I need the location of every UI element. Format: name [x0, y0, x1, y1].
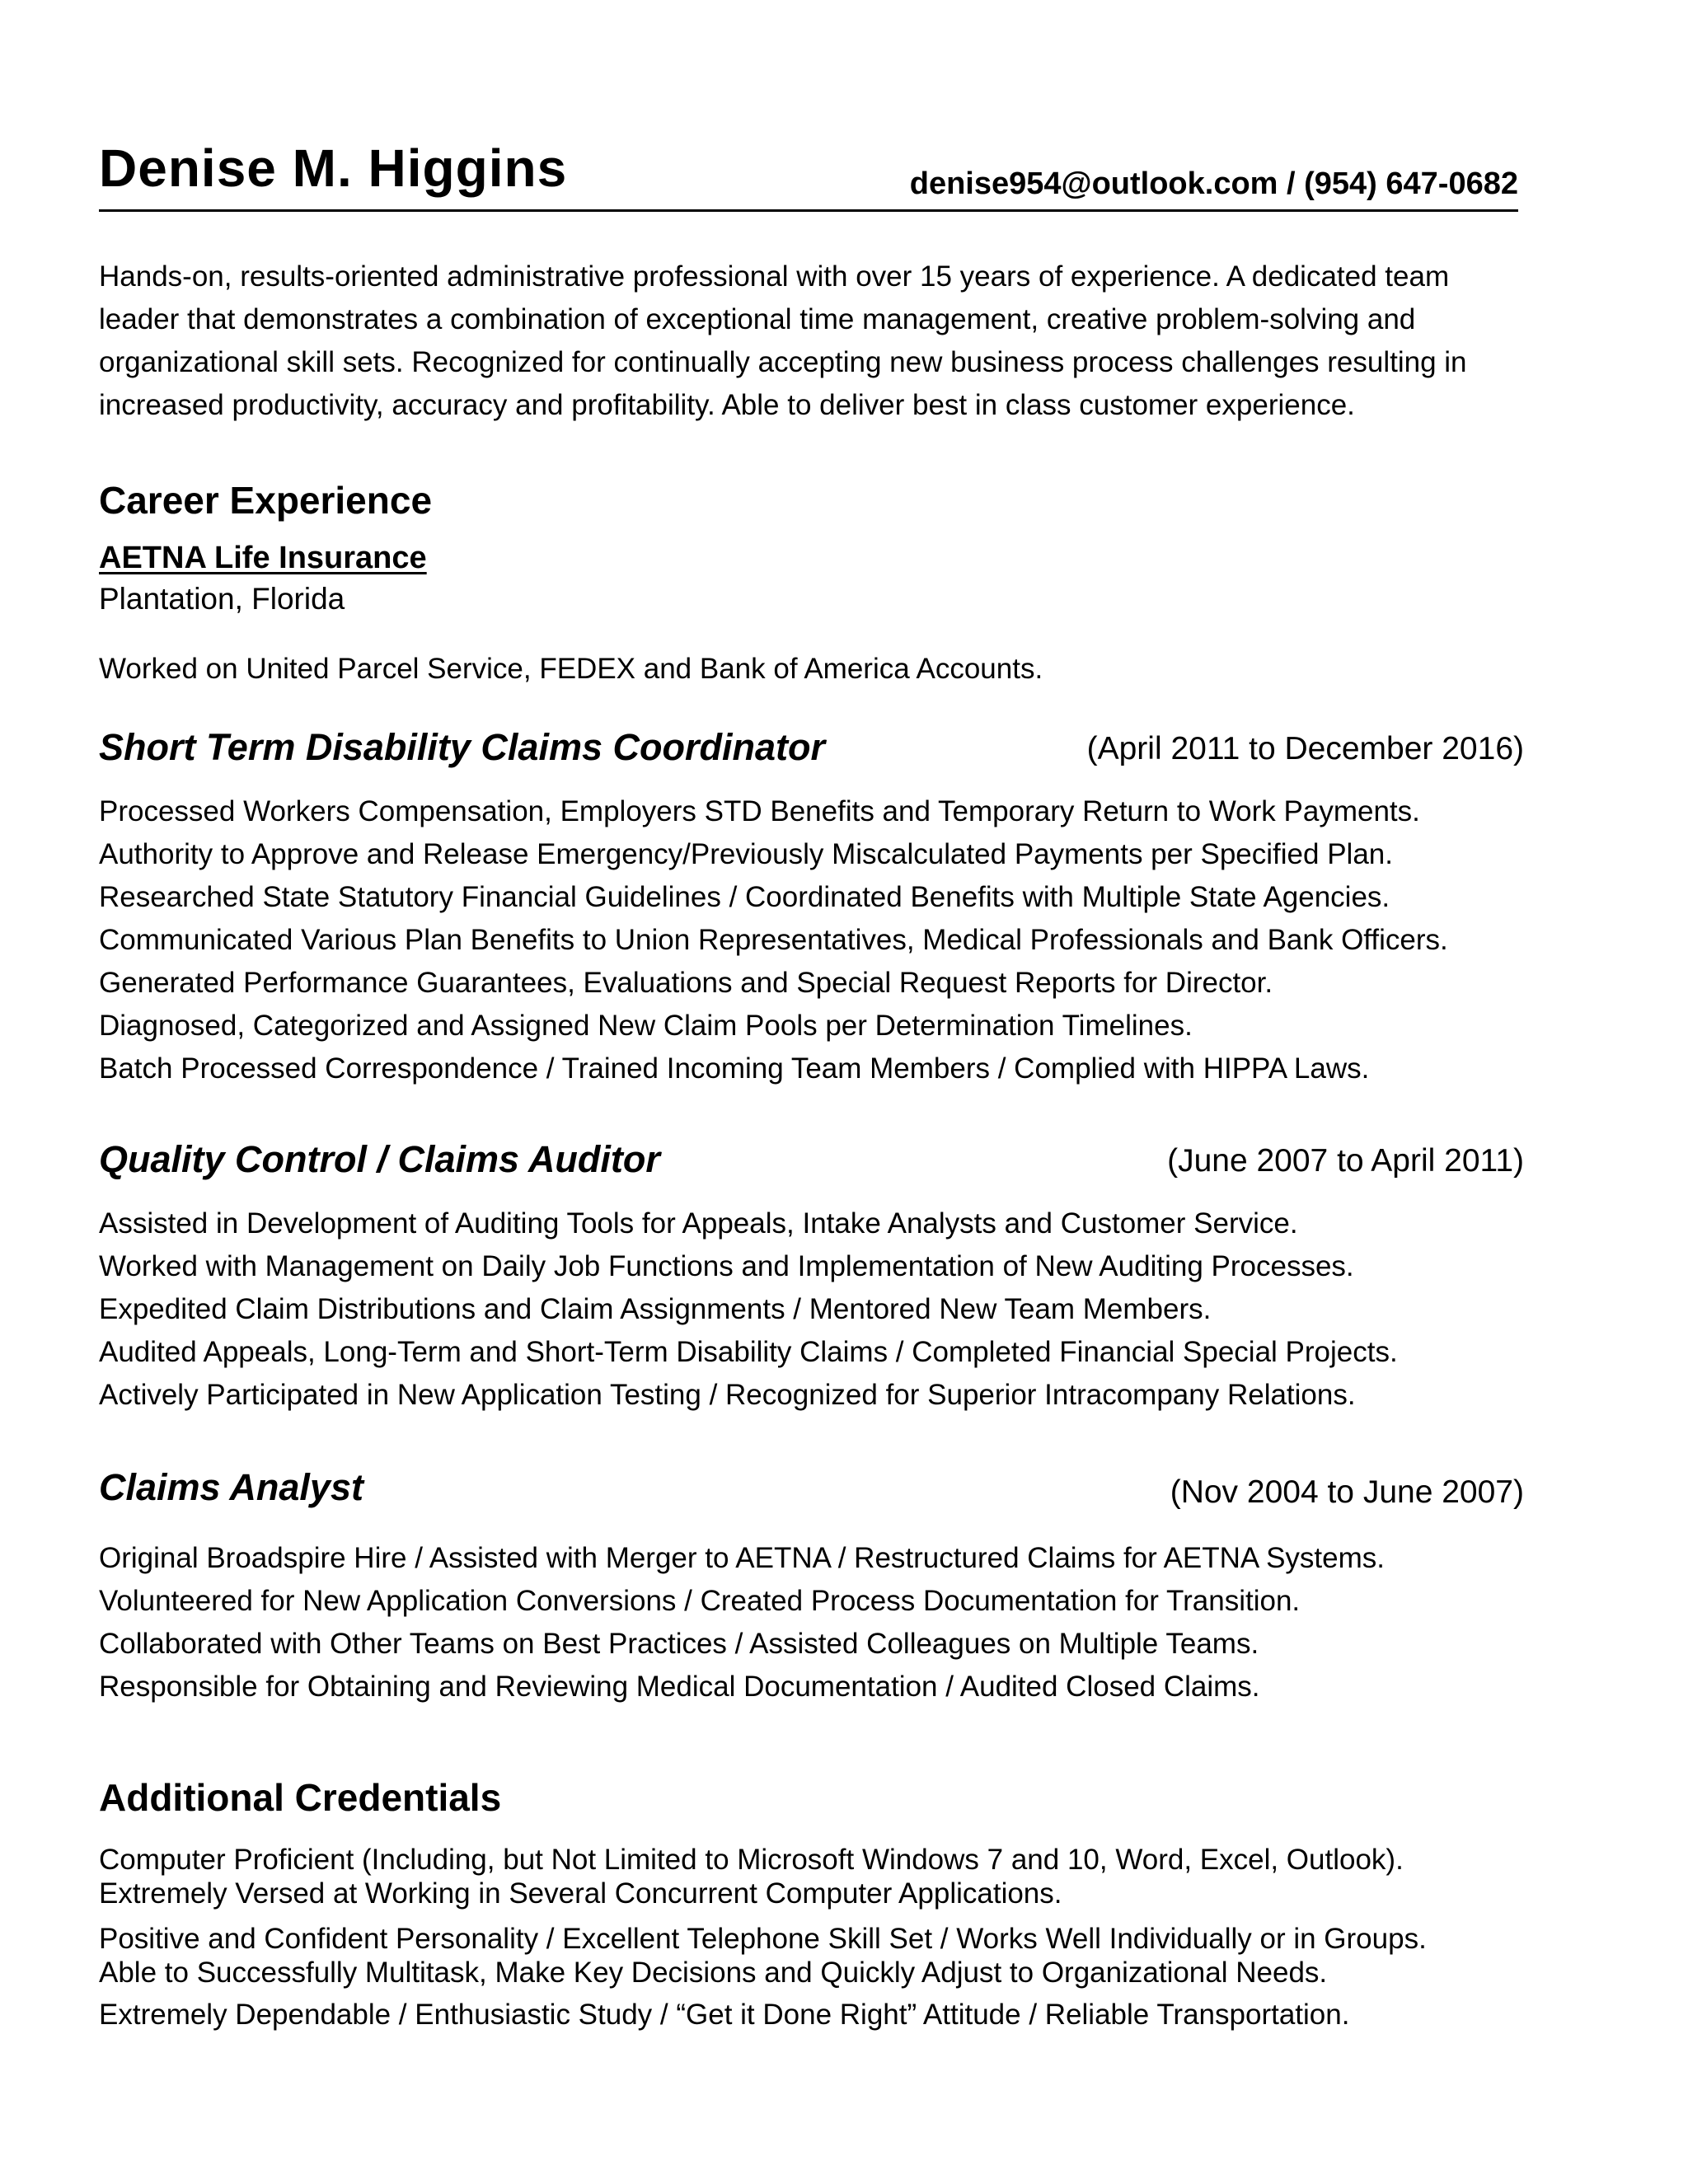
duty-item: Researched State Statutory Financial Guidelines / Coordinated Benefits with Multiple State Agencies. — [99, 881, 1390, 913]
duty-item: Actively Participated in New Application Testing / Recognized for Superior Intracompany Relations. — [99, 1379, 1356, 1411]
duty-item: Processed Workers Compensation, Employers STD Benefits and Temporary Return to Work Payments. — [99, 795, 1420, 827]
company-name: AETNA Life Insurance — [99, 541, 427, 575]
credential-line: Computer Proficient (Including, but Not Limited to Microsoft Windows 7 and 10, Word, Excel, Outlook). — [99, 1844, 1404, 1876]
duty-item: Communicated Various Plan Benefits to Union Representatives, Medical Professionals and Bank Officers. — [99, 924, 1448, 956]
duty-item: Assisted in Development of Auditing Tools for Appeals, Intake Analysts and Customer Service. — [99, 1207, 1298, 1240]
duty-item: Batch Processed Correspondence / Trained Incoming Team Members / Complied with HIPPA Laws. — [99, 1052, 1370, 1085]
company-location: Plantation, Florida — [99, 582, 345, 616]
duty-item: Audited Appeals, Long-Term and Short-Term Disability Claims / Completed Financial Special Projects. — [99, 1336, 1398, 1368]
accounts-note: Worked on United Parcel Service, FEDEX and Bank of America Accounts. — [99, 653, 1043, 685]
credential-line: Extremely Versed at Working in Several Concurrent Computer Applications. — [99, 1877, 1062, 1910]
job-title: Claims Analyst — [99, 1466, 363, 1508]
duty-item: Responsible for Obtaining and Reviewing Medical Documentation / Audited Closed Claims. — [99, 1671, 1260, 1703]
credential-line: Able to Successfully Multitask, Make Key Decisions and Quickly Adjust to Organizational Needs. — [99, 1957, 1328, 1989]
job-title: Short Term Disability Claims Coordinator — [99, 726, 825, 768]
duty-item: Generated Performance Guarantees, Evaluations and Special Request Reports for Director. — [99, 967, 1273, 999]
candidate-name: Denise M. Higgins — [99, 138, 568, 198]
duty-item: Worked with Management on Daily Job Functions and Implementation of New Auditing Processes. — [99, 1250, 1354, 1282]
job-dates: (Nov 2004 to June 2007) — [1170, 1474, 1524, 1510]
duty-item: Volunteered for New Application Conversions / Created Process Documentation for Transition. — [99, 1585, 1301, 1617]
job-duties-list — [99, 1202, 1398, 1417]
duty-item: Collaborated with Other Teams on Best Practices / Assisted Colleagues on Multiple Teams. — [99, 1628, 1259, 1660]
duty-item: Expedited Claim Distributions and Claim Assignments / Mentored New Team Members. — [99, 1293, 1212, 1325]
duty-item: Original Broadspire Hire / Assisted with Merger to AETNA / Restructured Claims for AETNA Systems. — [99, 1542, 1385, 1574]
job-title: Quality Control / Claims Auditor — [99, 1138, 660, 1180]
credential-group — [99, 1843, 1404, 1910]
section-heading-credentials: Additional Credentials — [99, 1776, 502, 1819]
credential-line: Positive and Confident Personality / Excellent Telephone Skill Set / Works Well Individually or in Groups. — [99, 1923, 1427, 1955]
job-duties-list — [99, 790, 1448, 1090]
job-dates: (June 2007 to April 2011) — [1167, 1143, 1524, 1179]
credential-group — [99, 1998, 1349, 2032]
professional-summary: Hands-on, results-oriented administrative professional with over 15 years of experience. A dedicated team leader that demonstrates a combination of exceptional time management, creative problem-solving and organizational skill sets. Recognized for continually accepting new business process challenges resulting in increased productivity, accuracy and profitability. Able to deliver best in class customer experience. — [99, 260, 1467, 421]
credential-line: Extremely Dependable / Enthusiastic Study / “Get it Done Right” Attitude / Reliable Transportation. — [99, 1999, 1350, 2031]
header-divider — [99, 209, 1518, 212]
job-duties-list — [99, 1537, 1385, 1708]
contact-info: denise954@outlook.com / (954) 647-0682 — [909, 166, 1518, 201]
job-dates: (April 2011 to December 2016) — [1086, 731, 1524, 766]
credential-group — [99, 1922, 1427, 1990]
section-heading-career: Career Experience — [99, 479, 433, 522]
duty-item: Diagnosed, Categorized and Assigned New Claim Pools per Determination Timelines. — [99, 1010, 1193, 1042]
duty-item: Authority to Approve and Release Emergency/Previously Miscalculated Payments per Specified Plan. — [99, 838, 1393, 870]
